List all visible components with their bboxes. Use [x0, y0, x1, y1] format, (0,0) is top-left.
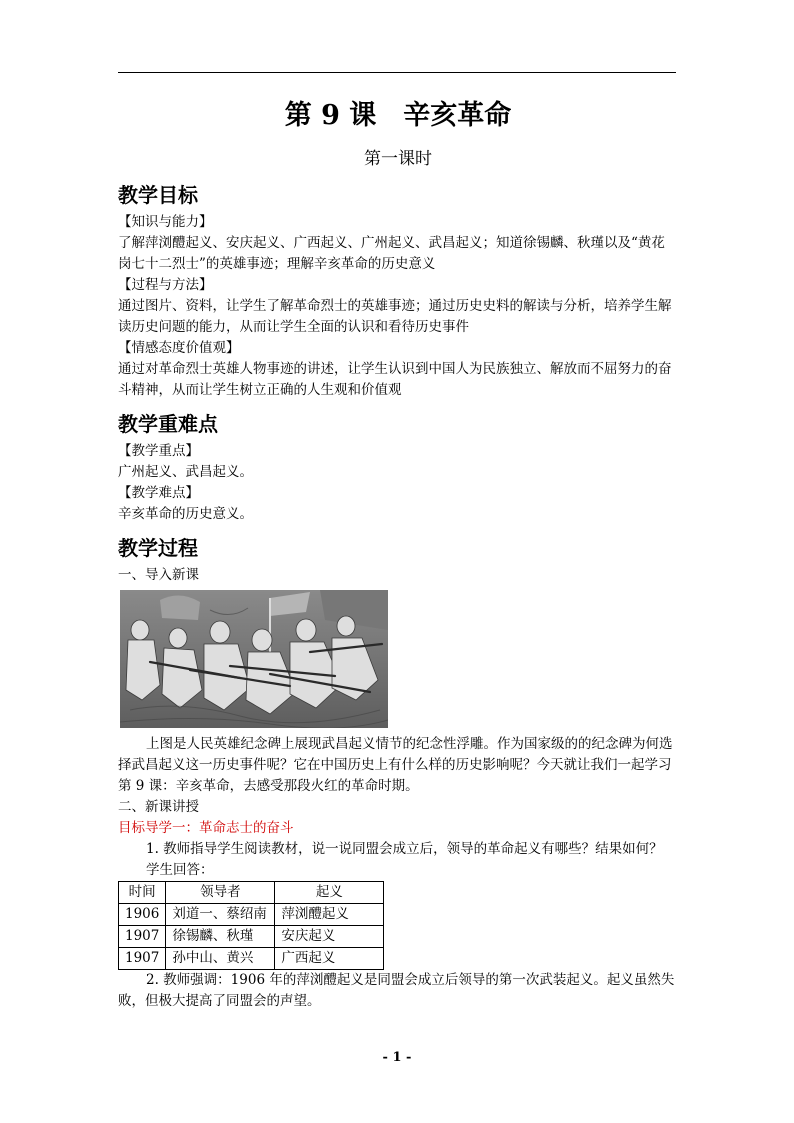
page-number: - 1 - — [382, 1050, 412, 1065]
table-header-row — [119, 882, 384, 904]
knowledge-label: 【知识与能力】 — [118, 214, 213, 230]
table-row — [119, 904, 384, 926]
part2-heading: 二、新课讲授 — [118, 799, 199, 815]
difficulty-label: 【教学难点】 — [118, 485, 199, 501]
objectives-heading: 教学目标 — [118, 183, 198, 207]
lesson-subtitle: 第一课时 — [364, 149, 432, 169]
header-rule — [118, 72, 676, 73]
emotion-label: 【情感态度价值观】 — [118, 340, 240, 356]
difficulty-text: 辛亥革命的历史意义。 — [118, 506, 253, 522]
table-cell-time: 1906 — [119, 904, 166, 926]
table-cell-uprising: 广西起义 — [275, 948, 384, 970]
table-cell-uprising: 安庆起义 — [275, 926, 384, 948]
table-cell-leader: 徐锡麟、秋瑾 — [166, 926, 275, 948]
intro-text: 上图是人民英雄纪念碑上展现武昌起义情节的纪念性浮雕。作为国家级的的纪念碑为何选择武昌起义这一历史事件呢？它在中国历史上有什么样的历史影响呢？今天就让我们一起学习第 9 课：辛亥革命，去感受那段火红的革命时期。 — [118, 736, 673, 794]
focus-text: 广州起义、武昌起义。 — [118, 464, 253, 480]
question-1: 1. 教师指导学生阅读教材，说一说同盟会成立后，领导的革命起义有哪些？结果如何？ — [146, 841, 663, 857]
table-cell-leader: 孙中山、黄兴 — [166, 948, 275, 970]
uprising-table — [118, 881, 384, 970]
question-2: 2. 教师强调：1906 年的萍浏醴起义是同盟会成立后领导的第一次武装起义。起义虽然失败，但极大提高了同盟会的声望。 — [118, 972, 675, 1009]
goal1-heading: 目标导学一：革命志士的奋斗 — [118, 820, 294, 836]
document-body — [118, 96, 678, 1012]
emotion-text: 通过对革命烈士英雄人物事迹的讲述，让学生认识到中国人为民族独立、解放而不屈努力的奋斗精神，从而让学生树立正确的人生观和价值观 — [118, 361, 672, 398]
table-cell-time: 1907 — [119, 948, 166, 970]
process-label: 【过程与方法】 — [118, 277, 213, 293]
student-answer-label: 学生回答： — [146, 862, 214, 878]
focus-label: 【教学重点】 — [118, 443, 199, 459]
knowledge-text: 了解萍浏醴起义、安庆起义、广西起义、广州起义、武昌起义；知道徐锡麟、秋瑾以及“黄花岗七十二烈士”的英雄事迹；理解辛亥革命的历史意义 — [118, 235, 665, 272]
table-header-time: 时间 — [119, 882, 166, 904]
table-row — [119, 948, 384, 970]
table-cell-time: 1907 — [119, 926, 166, 948]
wuchang-uprising-relief-image — [120, 590, 388, 728]
table-cell-uprising: 萍浏醴起义 — [275, 904, 384, 926]
key-points-heading: 教学重难点 — [118, 412, 218, 436]
table-header-leader: 领导者 — [166, 882, 275, 904]
table-cell-leader: 刘道一、蔡绍南 — [166, 904, 275, 926]
process-text: 通过图片、资料，让学生了解革命烈士的英雄事迹；通过历史史料的解读与分析，培养学生解读历史问题的能力，从而让学生全面的认识和看待历史事件 — [118, 298, 672, 335]
lesson-title: 第 9 课 辛亥革命 — [284, 100, 512, 131]
part1-heading: 一、导入新课 — [118, 567, 199, 583]
table-header-uprising: 起义 — [275, 882, 384, 904]
table-row — [119, 926, 384, 948]
process-heading: 教学过程 — [118, 536, 198, 560]
